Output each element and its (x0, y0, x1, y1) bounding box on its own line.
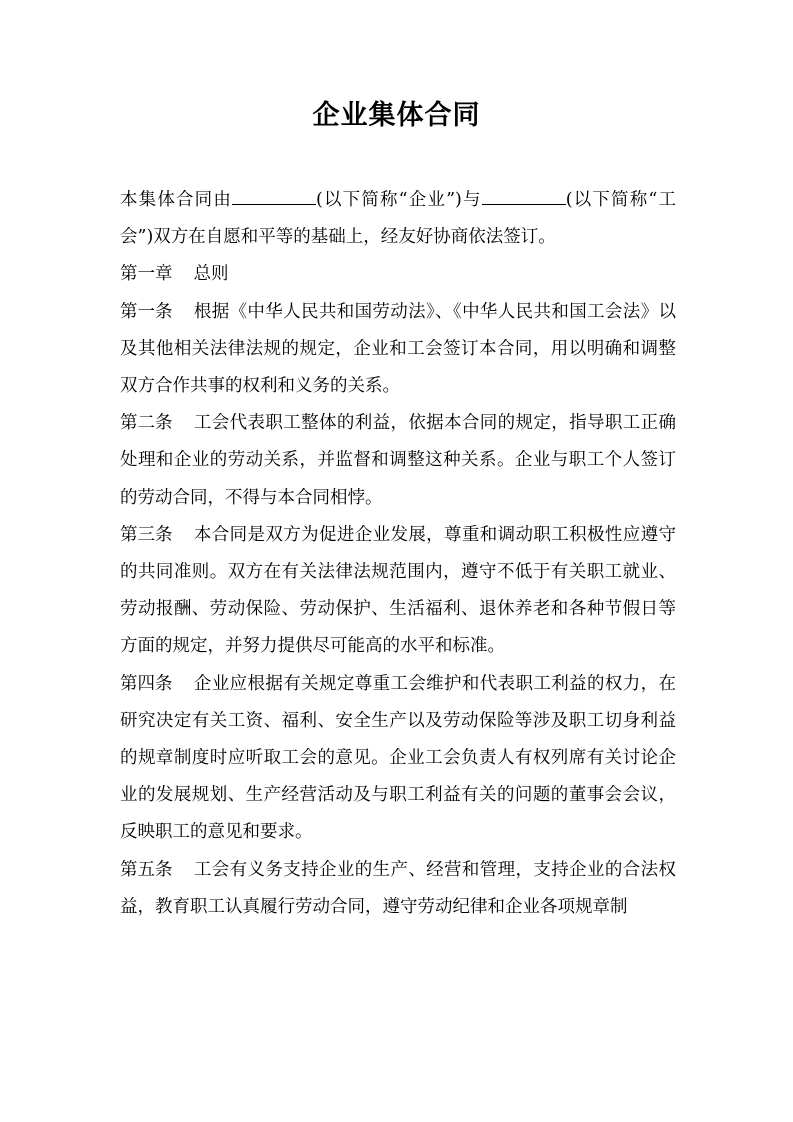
article-text: 工会代表职工整体的利益，依据本合同的规定，指导职工正确处理和企业的劳动关系，并监督和调整这种关系。企业与职工个人签订的劳动合同，不得与本合同相悖。 (120, 413, 676, 508)
chapter-title: 总则 (193, 264, 229, 285)
article-label: 第四条 (120, 673, 173, 694)
article-label: 第三条 (120, 524, 173, 545)
chapter-heading (120, 256, 676, 293)
intro-text-1: 本集体合同由 (120, 190, 232, 210)
article-text: 工会有义务支持企业的生产、经营和管理，支持企业的合法权益，教育职工认真履行劳动合同，遵守劳动纪律和企业各项规章制 (120, 859, 676, 917)
article-label: 第五条 (120, 859, 173, 880)
document-body (120, 182, 676, 926)
article-paragraph (120, 405, 676, 517)
article-text: 本合同是双方为促进企业发展，尊重和调动职工积极性应遵守的共同准则。双方在有关法律法规范围内，遵守不低于有关职工就业、劳动报酬、劳动保险、劳动保护、生活福利、退休养老和各种节假日等方面的规定，并努力提供尽可能高的水平和标准。 (120, 524, 676, 657)
article-paragraph (120, 517, 676, 666)
article-text: 根据《中华人民共和国劳动法》、《中华人民共和国工会法》以及其他相关法律法规的规定，企业和工会签订本合同，用以明确和调整双方合作共事的权利和义务的关系。 (120, 301, 676, 397)
article-paragraph (120, 666, 676, 852)
intro-text-3: (以下简称“工会”)双方在自愿和平等的基础上，经友好协商依法签订。 (120, 190, 676, 248)
enterprise-name-blank (232, 185, 316, 205)
article-label: 第一条 (120, 301, 173, 322)
article-text: 企业应根据有关规定尊重工会维护和代表职工利益的权力，在研究决定有关工资、福利、安全生产以及劳动保险等涉及职工切身利益的规章制度时应听取工会的意见。企业工会负责人有权列席有关讨论企业的发展规划、生产经营活动及与职工利益有关的问题的董事会会议，反映职工的意见和要求。 (120, 673, 676, 843)
article-paragraph (120, 852, 676, 926)
intro-text-2: (以下简称“企业”)与 (316, 190, 482, 210)
document-title: 企业集体合同 (312, 100, 481, 131)
article-label: 第二条 (120, 413, 173, 434)
union-name-blank (482, 185, 566, 205)
intro-paragraph (120, 182, 676, 256)
article-paragraph (120, 294, 676, 406)
chapter-label: 第一章 (120, 264, 173, 285)
